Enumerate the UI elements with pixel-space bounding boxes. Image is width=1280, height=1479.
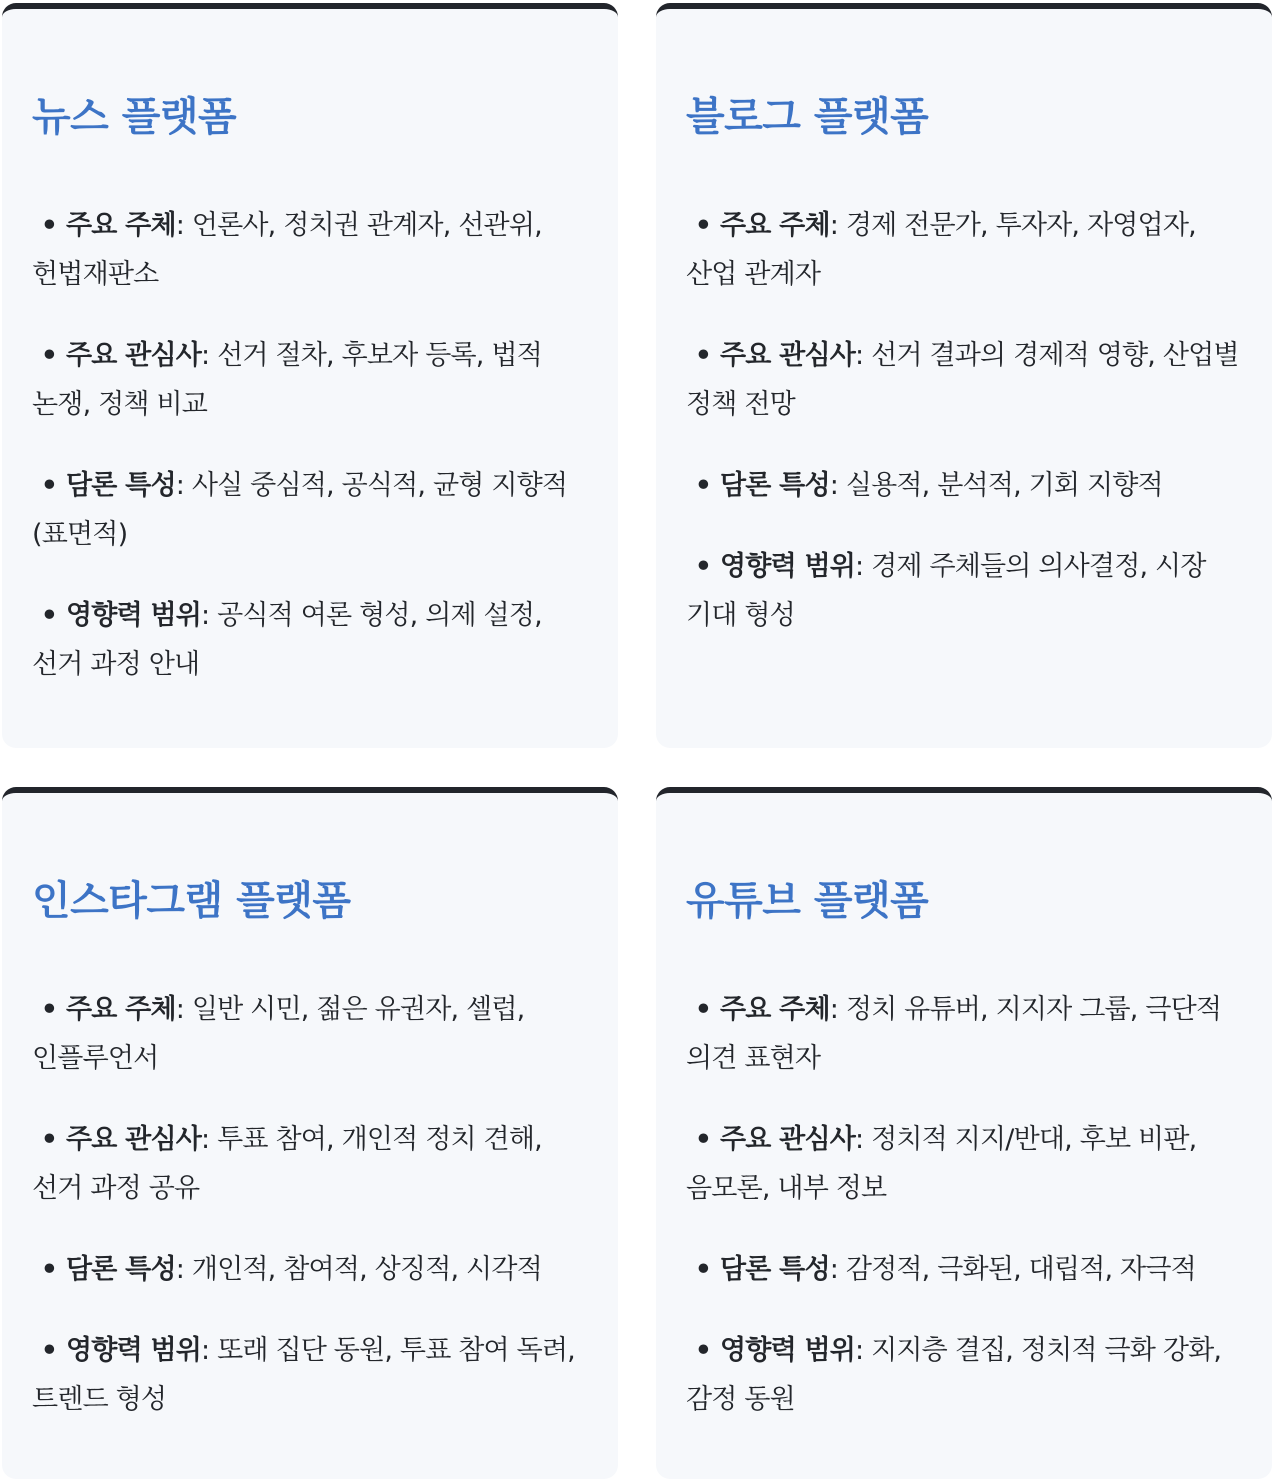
item-text: : 언론사, 정치권 관계자, 선관위, 헌법재판소 xyxy=(32,210,542,290)
item-text: : 실용적, 분석적, 기회 지향적 xyxy=(829,470,1163,501)
list-item xyxy=(686,985,1242,1083)
item-text: : 사실 중심적, 공식적, 균형 지향적(표면적) xyxy=(32,470,568,550)
item-list xyxy=(686,201,1242,640)
list-item xyxy=(32,331,588,429)
list-item xyxy=(686,1245,1242,1294)
bullet: • xyxy=(40,340,58,371)
card-title: 뉴스 플랫폼 xyxy=(32,94,237,140)
card-title: 인스타그램 플랫폼 xyxy=(32,878,351,924)
item-label: 담론 특성 xyxy=(720,470,830,501)
item-list xyxy=(32,985,588,1424)
bullet: • xyxy=(694,1254,712,1285)
list-item xyxy=(686,1326,1242,1424)
list-item xyxy=(32,1245,588,1294)
item-label: 주요 관심사 xyxy=(66,340,202,371)
item-text: : 선거 절차, 후보자 등록, 법적 논쟁, 정책 비교 xyxy=(32,340,542,420)
item-text: : 또래 집단 동원, 투표 참여 독려, 트렌드 형성 xyxy=(32,1335,575,1415)
item-text: : 공식적 여론 형성, 의제 설정, 선거 과정 안내 xyxy=(32,600,542,680)
item-label: 주요 관심사 xyxy=(720,340,856,371)
item-text: : 일반 시민, 젊은 유권자, 셀럽, 인플루언서 xyxy=(32,994,525,1074)
bullet: • xyxy=(694,340,712,371)
list-item xyxy=(32,1115,588,1213)
bullet: • xyxy=(694,1335,712,1366)
card-title: 블로그 플랫폼 xyxy=(686,94,929,140)
youtube-platform-card xyxy=(656,787,1272,1479)
item-label: 주요 주체 xyxy=(66,210,176,241)
bullet: • xyxy=(40,1335,58,1366)
bullet: • xyxy=(40,210,58,241)
instagram-platform-card xyxy=(2,787,618,1479)
bullet: • xyxy=(694,1124,712,1155)
bullet: • xyxy=(40,994,58,1025)
item-list xyxy=(32,201,588,689)
bullet: • xyxy=(694,551,712,582)
item-text: : 투표 참여, 개인적 정치 견해, 선거 과정 공유 xyxy=(32,1124,542,1204)
item-label: 주요 관심사 xyxy=(720,1124,856,1155)
bullet: • xyxy=(40,470,58,501)
bullet: • xyxy=(694,994,712,1025)
item-label: 영향력 범위 xyxy=(66,1335,202,1366)
list-item xyxy=(686,1115,1242,1213)
blog-platform-card xyxy=(656,3,1272,748)
news-platform-card xyxy=(2,3,618,748)
card-title: 유튜브 플랫폼 xyxy=(686,878,929,924)
item-label: 영향력 범위 xyxy=(720,551,856,582)
list-item xyxy=(32,1326,588,1424)
item-text: : 지지층 결집, 정치적 극화 강화, 감정 동원 xyxy=(686,1335,1222,1415)
item-text: : 경제 주체들의 의사결정, 시장 기대 형성 xyxy=(686,551,1206,631)
item-label: 영향력 범위 xyxy=(720,1335,856,1366)
item-label: 영향력 범위 xyxy=(66,600,202,631)
item-text: : 선거 결과의 경제적 영향, 산업별 정책 전망 xyxy=(686,340,1239,420)
item-label: 주요 주체 xyxy=(66,994,176,1025)
bullet: • xyxy=(40,600,58,631)
item-label: 담론 특성 xyxy=(66,1254,176,1285)
item-text: : 감정적, 극화된, 대립적, 자극적 xyxy=(829,1254,1196,1285)
bullet: • xyxy=(694,470,712,501)
item-text: : 정치적 지지/반대, 후보 비판, 음모론, 내부 정보 xyxy=(686,1124,1197,1204)
list-item xyxy=(32,985,588,1083)
item-label: 담론 특성 xyxy=(720,1254,830,1285)
list-item xyxy=(686,331,1242,429)
list-item xyxy=(686,542,1242,640)
item-text: : 정치 유튜버, 지지자 그룹, 극단적 의견 표현자 xyxy=(686,994,1222,1074)
item-text: : 경제 전문가, 투자자, 자영업자, 산업 관계자 xyxy=(686,210,1196,290)
bullet: • xyxy=(694,210,712,241)
list-item xyxy=(32,591,588,689)
item-text: : 개인적, 참여적, 상징적, 시각적 xyxy=(175,1254,542,1285)
item-label: 담론 특성 xyxy=(66,470,176,501)
list-item xyxy=(686,461,1242,510)
item-label: 주요 관심사 xyxy=(66,1124,202,1155)
item-label: 주요 주체 xyxy=(720,210,830,241)
bullet: • xyxy=(40,1254,58,1285)
list-item xyxy=(686,201,1242,299)
list-item xyxy=(32,201,588,299)
item-label: 주요 주체 xyxy=(720,994,830,1025)
bullet: • xyxy=(40,1124,58,1155)
list-item xyxy=(32,461,588,559)
item-list xyxy=(686,985,1242,1424)
